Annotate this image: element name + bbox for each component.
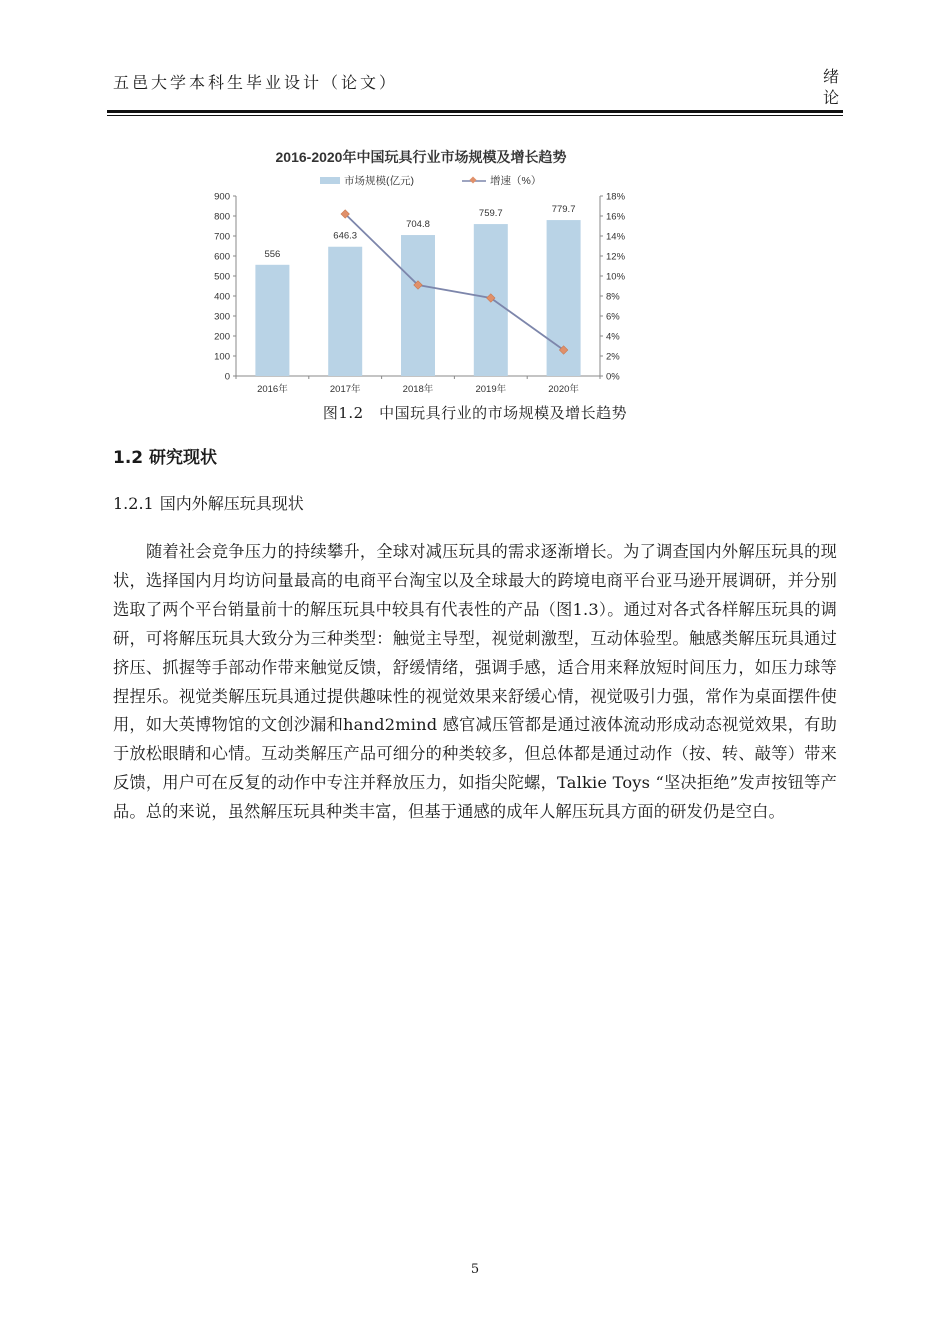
legend-line-label: 增速（%） xyxy=(490,175,542,187)
right-tick-label: 8% xyxy=(606,291,620,303)
legend-line-marker xyxy=(469,176,476,183)
header-chapter-label xyxy=(821,66,841,108)
page-number: 5 xyxy=(470,1262,480,1277)
subsection-number: 1.2.1 xyxy=(113,494,154,513)
right-tick-label: 12% xyxy=(606,251,626,263)
bar xyxy=(255,265,289,376)
left-tick-label: 100 xyxy=(214,351,230,363)
x-tick-label: 2020年 xyxy=(548,384,579,395)
bar xyxy=(401,235,435,376)
subsection-heading xyxy=(113,491,304,514)
header-rule-thin xyxy=(107,115,843,116)
figure-caption: 图1.2 中国玩具行业的市场规模及增长趋势 xyxy=(322,404,628,422)
bar-data-label: 556 xyxy=(264,248,281,260)
bar xyxy=(328,247,362,376)
left-tick-label: 500 xyxy=(214,271,230,283)
header-chapter-char-2: 论 xyxy=(822,88,839,107)
left-tick-label: 800 xyxy=(214,211,230,223)
bar-data-label: 759.7 xyxy=(478,208,503,220)
left-tick-label: 600 xyxy=(214,251,230,263)
right-tick-label: 6% xyxy=(606,311,620,323)
bar-data-label: 646.3 xyxy=(333,230,358,242)
left-tick-label: 400 xyxy=(214,291,230,303)
right-tick-label: 4% xyxy=(606,331,620,343)
x-tick-label: 2017年 xyxy=(329,384,361,395)
right-tick-label: 18% xyxy=(606,191,626,203)
bar-data-label: 779.7 xyxy=(551,204,576,216)
right-tick-label: 10% xyxy=(606,271,626,283)
section-heading: 1.2 研究现状 xyxy=(113,448,218,468)
chart-title: 2016-2020年中国玩具行业市场规模及增长趋势 xyxy=(275,149,567,165)
legend-bar-label: 市场规模(亿元) xyxy=(344,175,414,187)
right-tick-label: 0% xyxy=(606,371,620,383)
left-tick-label: 900 xyxy=(214,191,230,203)
header-university-title: 五邑大学本科生毕业设计（论文） xyxy=(113,73,399,92)
right-tick-label: 16% xyxy=(606,211,626,223)
legend-bar-swatch xyxy=(320,177,340,184)
left-tick-label: 0 xyxy=(224,371,230,383)
body-paragraph: 随着社会竞争压力的持续攀升，全球对减压玩具的需求逐渐增长。为了调查国内外解压玩具的现状，选择国内月均访问量最高的电商平台淘宝以及全球最大的跨境电商平台亚马逊开展调研，并分别选取了两个平台销量前十的解压玩具中较具有代表性的产品（图1.3）。通过对各式各样解压玩具的调研，可将解压玩具大致分为三种类型：触觉主导型，视觉刺激型，互动体验型。触感类解压玩具通过挤压、抓握等手部动作带来触觉反馈，舒缓情绪，强调手感，适合用来释放短时间压力，如压力球等捏捏乐。视觉类解压玩具通过提供趣味性的视觉效果来舒缓心情，视觉吸引力强，常作为桌面摆件使用，如大英博物馆的文创沙漏和hand2mind 感官减压管都是通过液体流动形成动态视觉效果，有助于放松眼睛和心情。互动类解压产品可细分的种类较多，但总体都是通过动作（按、转、敲等）带来反馈，用户可在反复的动作中专注并释放压力，如指尖陀螺，Talkie Toys “坚决拒绝”发声按钮等产品。总的来说，虽然解压玩具种类丰富，但基于通感的成年人解压玩具方面的研发仍是空白。 xyxy=(113,542,837,822)
left-tick-label: 300 xyxy=(214,311,230,323)
x-tick-label: 2018年 xyxy=(402,384,434,395)
market-size-chart xyxy=(196,140,646,400)
left-tick-label: 200 xyxy=(214,331,230,343)
header-rule-thick xyxy=(107,110,843,113)
right-tick-label: 2% xyxy=(606,351,620,363)
left-tick-label: 700 xyxy=(214,231,230,243)
x-tick-label: 2019年 xyxy=(475,384,507,395)
right-tick-label: 14% xyxy=(606,231,626,243)
subsection-title: 国内外解压玩具现状 xyxy=(159,494,304,513)
growth-line xyxy=(345,214,563,350)
bar-data-label: 704.8 xyxy=(406,219,430,231)
header-chapter-char-1: 绪 xyxy=(822,67,839,86)
x-tick-label: 2016年 xyxy=(257,384,288,395)
